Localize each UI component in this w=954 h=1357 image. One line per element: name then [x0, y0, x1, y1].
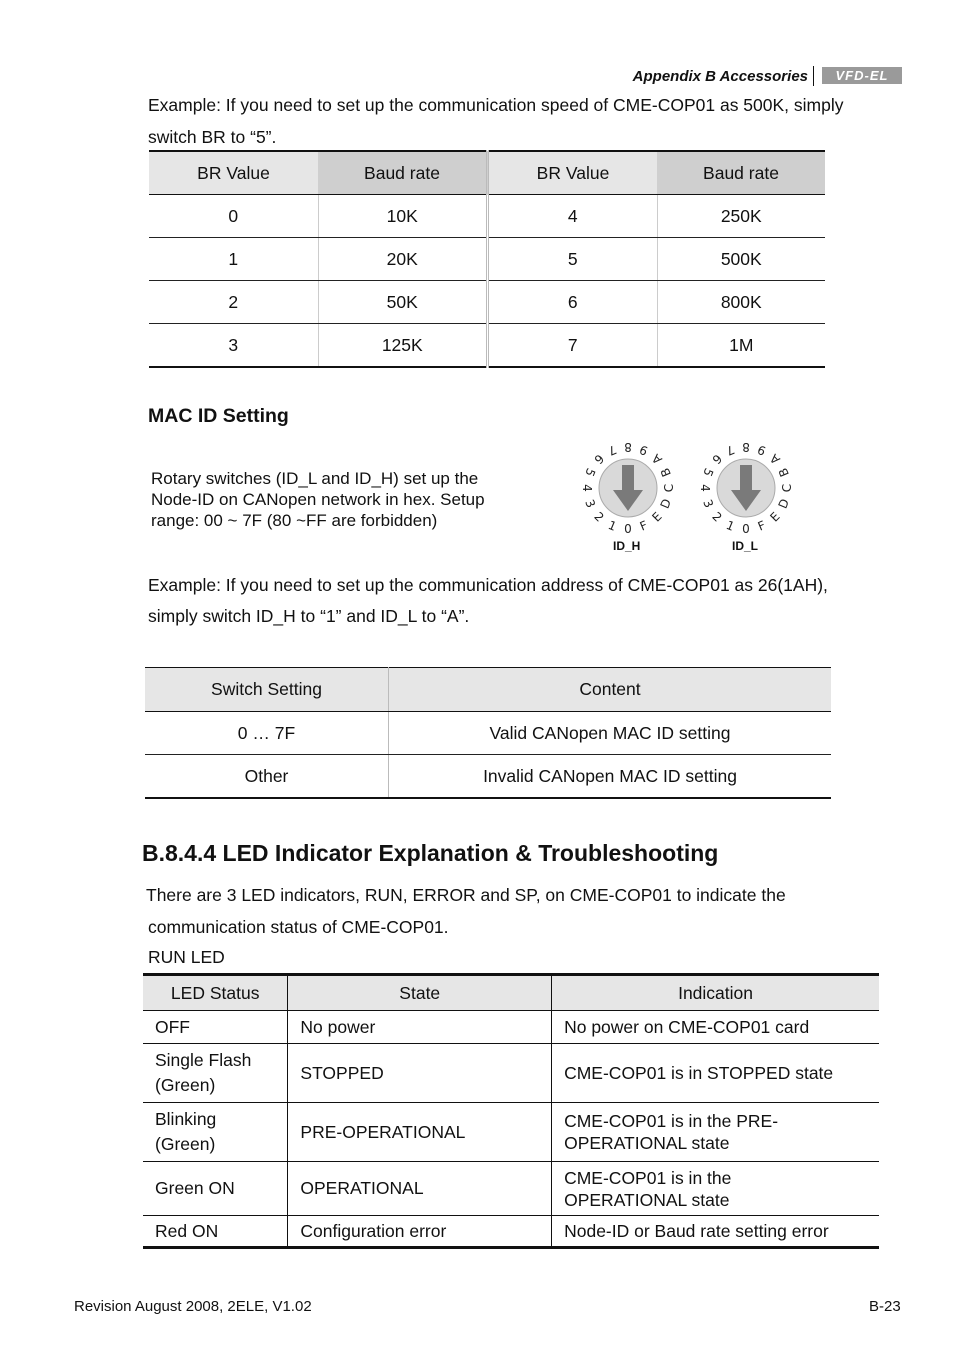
mac-id-heading: MAC ID Setting	[148, 405, 289, 427]
switch-digit: 7	[606, 442, 619, 459]
cell-line: OFF	[155, 1016, 190, 1037]
led-status-cell	[143, 1044, 288, 1103]
switch-digit: 3	[700, 497, 717, 510]
rotary-desc-line-3: range: 00 ~ 7F (80 ~FF are forbidden)	[151, 511, 438, 530]
led-section-heading: B.8.4.4 LED Indicator Explanation & Troubleshooting	[142, 840, 719, 866]
footer-page-number: B-23	[869, 1298, 901, 1315]
switch-digit: C	[780, 483, 794, 493]
switch-digit: D	[657, 496, 675, 511]
table-row	[143, 1044, 879, 1103]
table-row	[143, 1162, 879, 1216]
table-row	[143, 1011, 879, 1044]
table-row	[149, 324, 825, 368]
indication-header: Indication	[552, 975, 879, 1011]
mac-example-line-1: Example: If you need to set up the communication address of CME-COP01 as 26(1AH),	[148, 575, 828, 595]
table-cell: 10K	[318, 195, 488, 238]
switch-digit: 6	[709, 451, 725, 467]
baud-header-2: Baud rate	[657, 151, 825, 195]
switch-digit: A	[767, 451, 783, 467]
table-cell: 0	[149, 195, 318, 238]
led-status-cell	[143, 1103, 288, 1162]
table-header-row	[149, 151, 825, 195]
state-cell: Configuration error	[288, 1216, 552, 1248]
cell-line: (Green)	[155, 1075, 216, 1095]
table-row	[149, 281, 825, 324]
cell-line: OPERATIONAL state	[564, 1133, 730, 1153]
state-cell: No power	[288, 1011, 552, 1044]
switch-digit: 2	[709, 509, 725, 525]
switch-digit: 0	[624, 522, 632, 536]
switch-digit: F	[637, 518, 650, 534]
table-row	[149, 238, 825, 281]
cell-line: OPERATIONAL state	[564, 1189, 730, 1210]
table-cell: Invalid CANopen MAC ID setting	[483, 765, 737, 786]
vfd-el-logo: VFD-EL	[822, 67, 902, 84]
switch-digit: 7	[724, 442, 737, 459]
indication-cell	[552, 1162, 879, 1216]
table-cell: 20K	[318, 238, 488, 281]
run-led-table	[143, 973, 879, 1249]
table-header-row	[143, 975, 879, 1011]
rotary-switch-id-h	[578, 438, 678, 538]
switch-digit: 5	[582, 466, 599, 479]
switch-digit: 8	[742, 440, 750, 454]
switch-digit: 1	[724, 517, 737, 534]
switch-digit: C	[662, 483, 676, 493]
switch-digit: 8	[624, 440, 632, 454]
footer-revision: Revision August 2008, 2ELE, V1.02	[74, 1298, 312, 1315]
indication-cell	[552, 1103, 879, 1162]
table-cell: Valid CANopen MAC ID setting	[389, 712, 832, 755]
baud-rate-table	[149, 150, 825, 368]
header-separator	[813, 66, 814, 86]
table-cell: 6	[488, 281, 658, 324]
table-row	[143, 1216, 879, 1248]
cell-line: (Green)	[155, 1134, 216, 1154]
switch-digit: 2	[591, 509, 607, 525]
switch-digit: 4	[580, 484, 594, 492]
br-header-2: BR Value	[488, 151, 658, 195]
switch-digit: A	[649, 451, 665, 467]
intro-line-2: switch BR to “5”.	[148, 127, 277, 147]
switch-digit: 9	[755, 442, 768, 459]
cell-line: Blinking	[155, 1109, 217, 1129]
table-cell: 7	[488, 324, 658, 368]
table-cell: 1	[149, 238, 318, 281]
table-row	[143, 1103, 879, 1162]
led-intro-line-1: There are 3 LED indicators, RUN, ERROR and SP, on CME-COP01 to indicate the	[146, 885, 786, 905]
cell-line: Single Flash	[155, 1050, 252, 1070]
switch-digit: 0	[742, 522, 750, 536]
table-row	[145, 755, 831, 799]
cell-line: Red ON	[155, 1220, 219, 1241]
switch-digit: B	[775, 465, 792, 479]
table-cell: 50K	[318, 281, 488, 324]
mac-example-line-2: simply switch ID_H to “1” and ID_L to “A”.	[148, 606, 470, 626]
state-header: State	[288, 975, 552, 1011]
table-cell: 4	[488, 195, 658, 238]
table-row	[149, 195, 825, 238]
indication-cell	[552, 1011, 879, 1044]
switch-digit: 6	[591, 451, 607, 467]
state-cell: PRE-OPERATIONAL	[288, 1103, 552, 1162]
rotary-switch-description	[151, 468, 531, 531]
header-section-title: Appendix B Accessories	[632, 68, 808, 85]
switch-digit: 9	[637, 442, 650, 459]
table-cell: Other	[145, 755, 389, 799]
led-status-cell	[143, 1216, 288, 1248]
indication-cell	[552, 1216, 879, 1248]
switch-digit: F	[755, 518, 768, 534]
switch-digit: E	[649, 509, 665, 525]
cell-line: CME-COP01 is in the	[564, 1167, 732, 1188]
br-header-1: BR Value	[149, 151, 318, 195]
switch-digit: 3	[582, 497, 599, 510]
led-status-cell	[143, 1011, 288, 1044]
indication-cell	[552, 1044, 879, 1103]
cell-line: Node-ID or Baud rate setting error	[564, 1221, 829, 1241]
baud-header-1: Baud rate	[318, 151, 488, 195]
table-cell: 500K	[657, 238, 825, 281]
cell-line: No power on CME-COP01 card	[564, 1017, 810, 1037]
switch-digit: B	[657, 465, 674, 479]
cell-line: CME-COP01 is in the PRE-	[564, 1111, 779, 1131]
state-cell: STOPPED	[288, 1044, 552, 1103]
table-cell: 2	[149, 281, 318, 324]
state-cell: OPERATIONAL	[288, 1162, 552, 1216]
table-cell: 3	[149, 324, 318, 368]
table-cell: 1M	[729, 334, 754, 355]
switch-setting-table	[145, 667, 831, 799]
switch-digit: 4	[698, 484, 712, 492]
switch-digit: E	[767, 509, 783, 525]
switch-label-id-l: ID_L	[732, 539, 759, 553]
table-cell: 125K	[318, 324, 488, 368]
switch-setting-header: Switch Setting	[145, 668, 389, 712]
table-cell: 250K	[657, 195, 825, 238]
table-header-row	[145, 668, 831, 712]
table-cell: 800K	[657, 281, 825, 324]
cell-line: Green ON	[155, 1178, 235, 1198]
content-header: Content	[389, 668, 832, 712]
switch-digit: 1	[606, 517, 619, 534]
led-status-cell	[143, 1162, 288, 1216]
switch-digit: D	[775, 496, 793, 511]
switch-digit: 5	[700, 466, 717, 479]
table-cell: 5	[488, 238, 658, 281]
table-cell: 0 … 7F	[145, 712, 389, 755]
rotary-desc-line-2: Node-ID on CANopen network in hex. Setup	[151, 490, 485, 509]
table-row	[145, 712, 831, 755]
led-status-header: LED Status	[143, 975, 288, 1011]
rotary-switch-id-l	[696, 438, 796, 538]
led-intro-line-2: communication status of CME-COP01.	[148, 917, 449, 937]
cell-line: CME-COP01 is in STOPPED state	[564, 1063, 834, 1083]
rotary-desc-line-1: Rotary switches (ID_L and ID_H) set up the	[151, 469, 479, 488]
intro-line-1: Example: If you need to set up the communication speed of CME-COP01 as 500K, simply	[148, 95, 844, 115]
switch-label-id-h: ID_H	[613, 539, 641, 553]
run-led-label: RUN LED	[148, 947, 225, 967]
